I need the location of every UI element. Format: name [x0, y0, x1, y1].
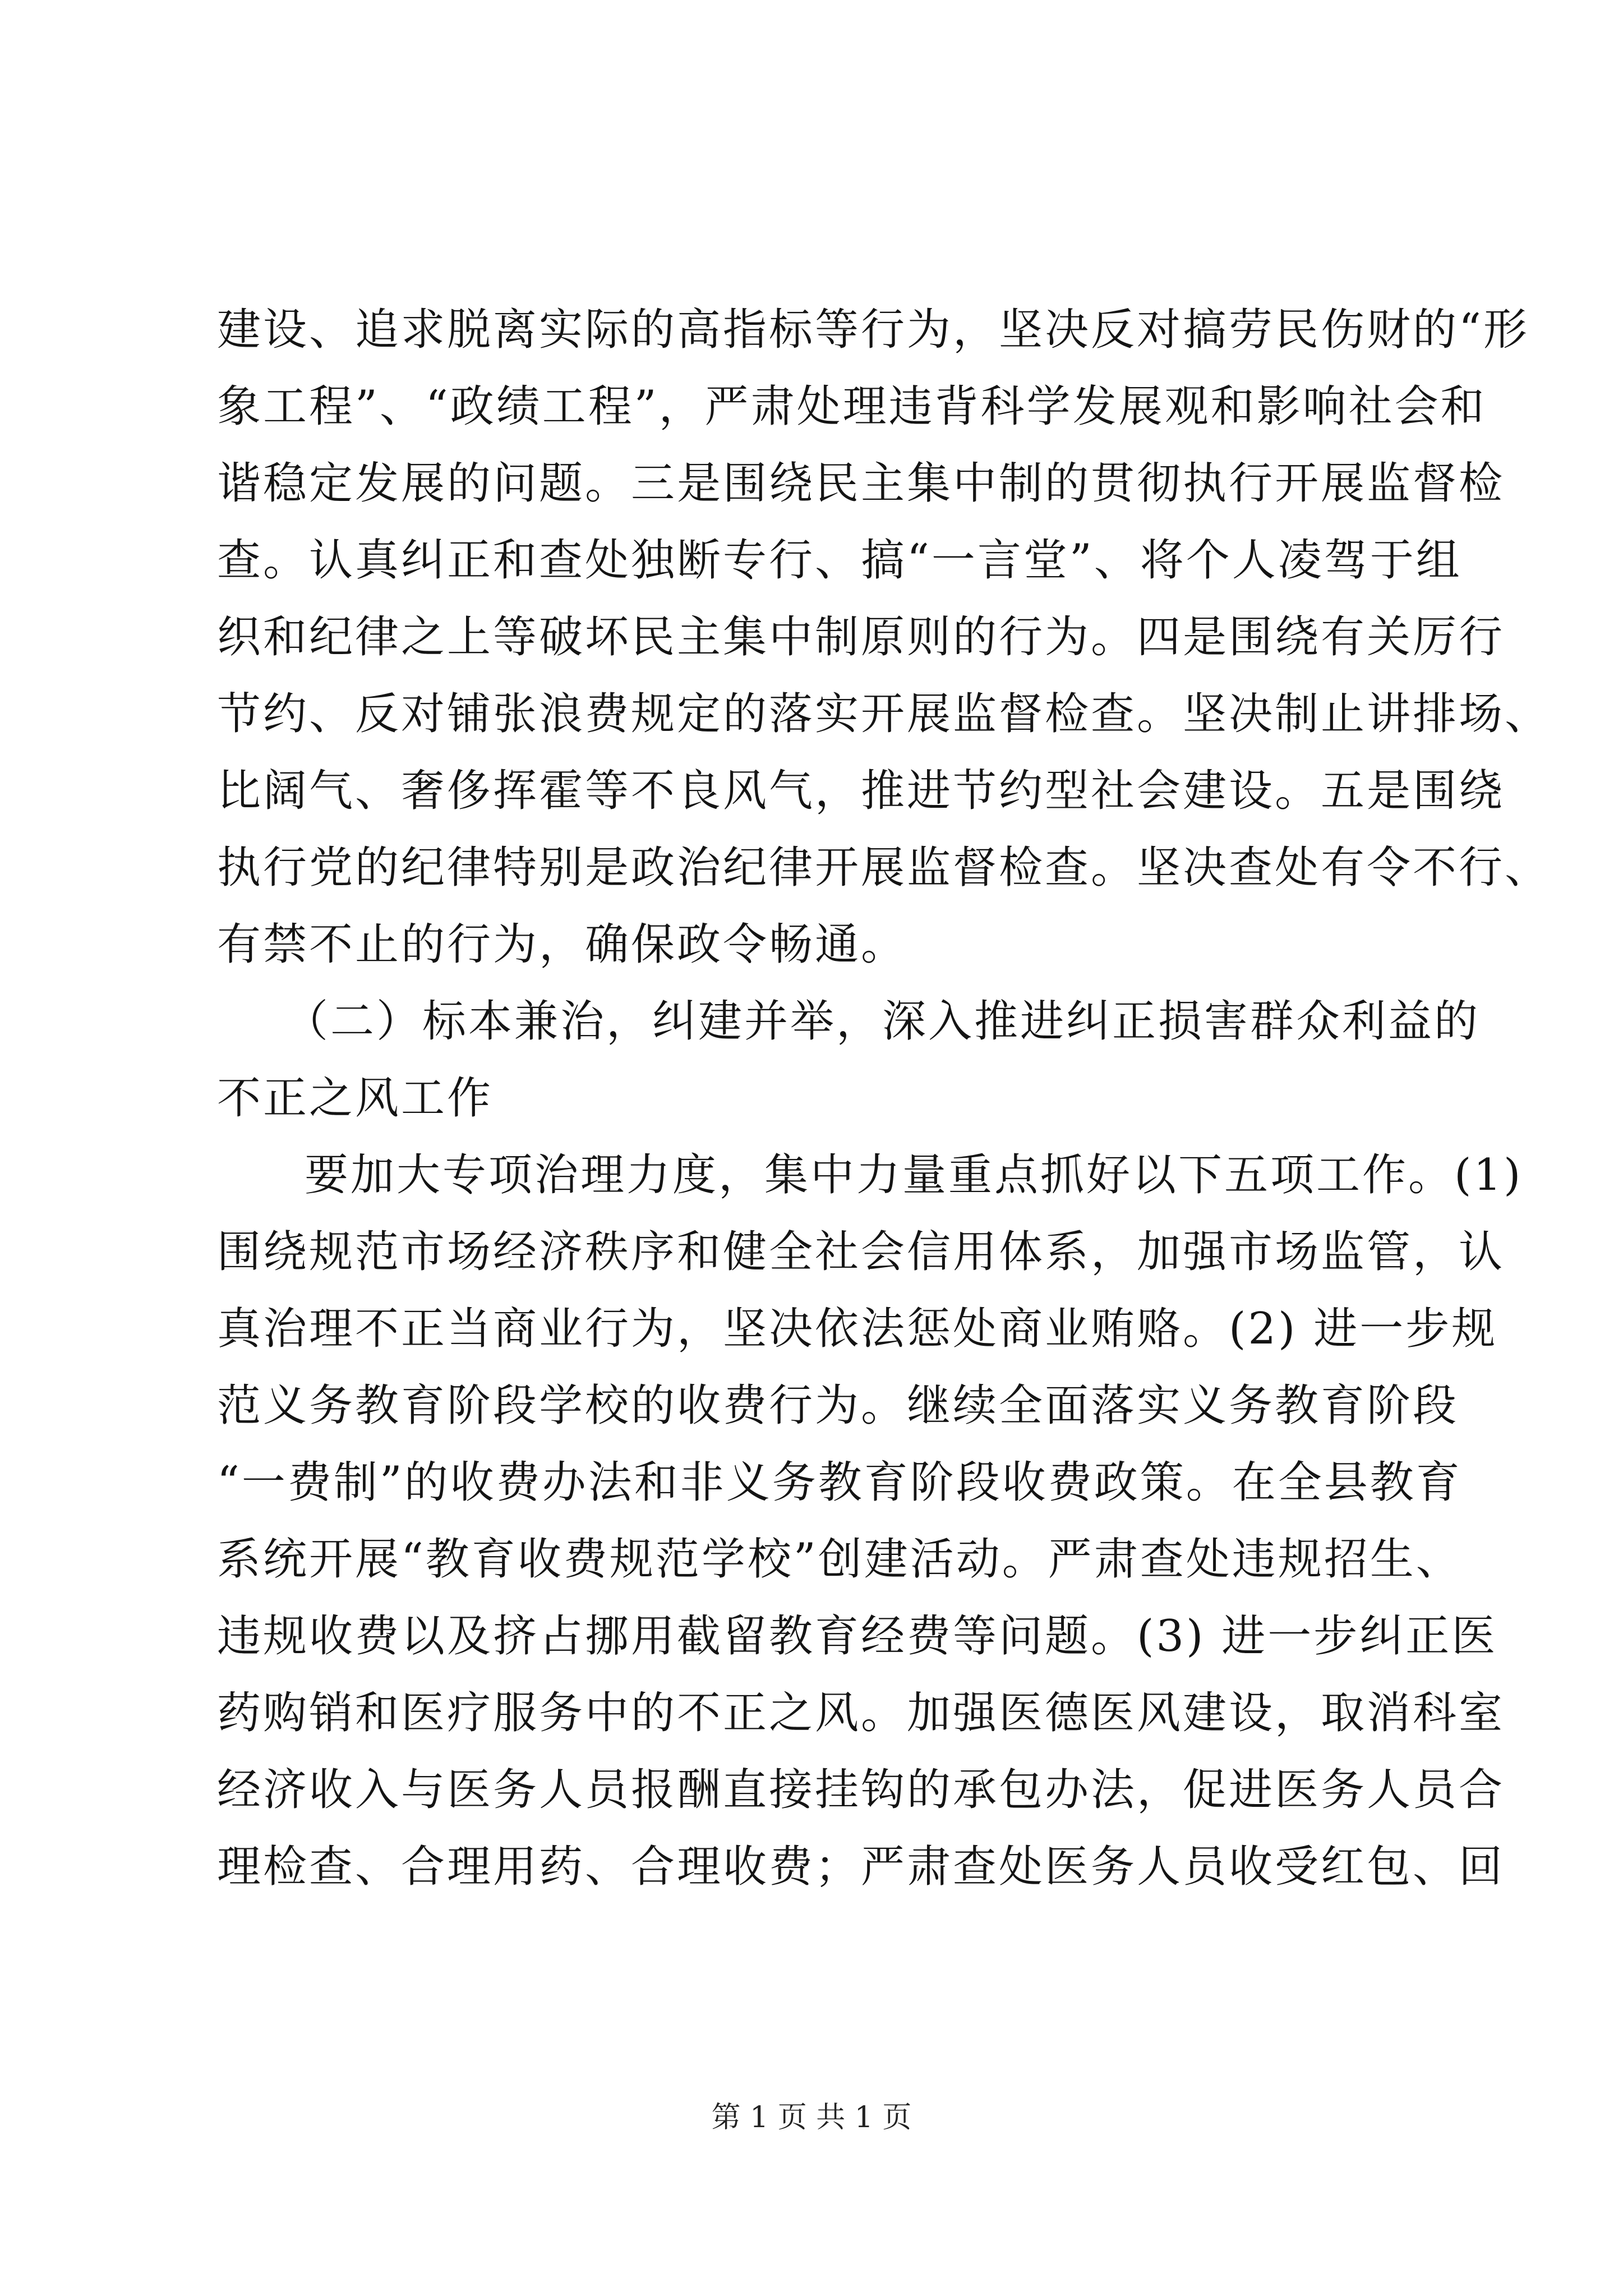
text-line: 真治理不正当商业行为，坚决依法惩处商业贿赂。(2) 进一步规 [217, 1304, 1498, 1354]
text-line: 谐稳定发展的问题。三是围绕民主集中制的贯彻执行开展监督检 [217, 458, 1505, 509]
text-line: 织和纪律之上等破坏民主集中制原则的行为。四是围绕有关厉行 [217, 612, 1505, 662]
text-line: 系统开展“教育收费规范学校”创建活动。严肃查处违规招生、 [217, 1534, 1462, 1585]
text-line: 有禁不止的行为，确保政令畅通。 [217, 919, 907, 970]
text-line: 象工程”、“政绩工程”，严肃处理违背科学发展观和影响社会和 [217, 381, 1487, 432]
text-line: 范义务教育阶段学校的收费行为。继续全面落实义务教育阶段 [217, 1381, 1459, 1431]
text-line: 执行党的纪律特别是政治纪律开展监督检查。坚决查处有令不行、 [217, 843, 1551, 893]
text-line: 理检查、合理用药、合理收费；严肃查处医务人员收受红包、回 [217, 1842, 1505, 1892]
section-heading-line: （二）标本兼治，纠建并举，深入推进纠正损害群众利益的 [284, 996, 1481, 1047]
body-text [217, 292, 1551, 1906]
text-line: 节约、反对铺张浪费规定的落实开展监督检查。坚决制止讲排场、 [217, 689, 1551, 739]
text-line: 违规收费以及挤占挪用截留教育经费等问题。(3) 进一步纠正医 [217, 1611, 1498, 1662]
text-line: 比阔气、奢侈挥霍等不良风气，推进节约型社会建设。五是围绕 [217, 766, 1505, 816]
text-line: 查。认真纠正和查处独断专行、搞“一言堂”、将个人凌驾于组 [217, 535, 1462, 586]
text-line: 药购销和医疗服务中的不正之风。加强医德医风建设，取消科室 [217, 1688, 1505, 1738]
text-line: 经济收入与医务人员报酬直接挂钩的承包办法，促进医务人员合 [217, 1765, 1505, 1815]
text-line: “一费制”的收费办法和非义务教育阶段收费政策。在全县教育 [217, 1457, 1462, 1508]
text-line: 围绕规范市场经济秩序和健全社会信用体系，加强市场监管，认 [217, 1227, 1505, 1277]
text-line: 要加大专项治理力度，集中力量重点抓好以下五项工作。(1) [305, 1150, 1523, 1200]
section-heading-line: 不正之风工作 [217, 1073, 494, 1124]
page-footer: 第 1 页 共 1 页 [711, 2101, 912, 2134]
text-line: 建设、追求脱离实际的高指标等行为，坚决反对搞劳民伤财的“形 [217, 305, 1529, 355]
